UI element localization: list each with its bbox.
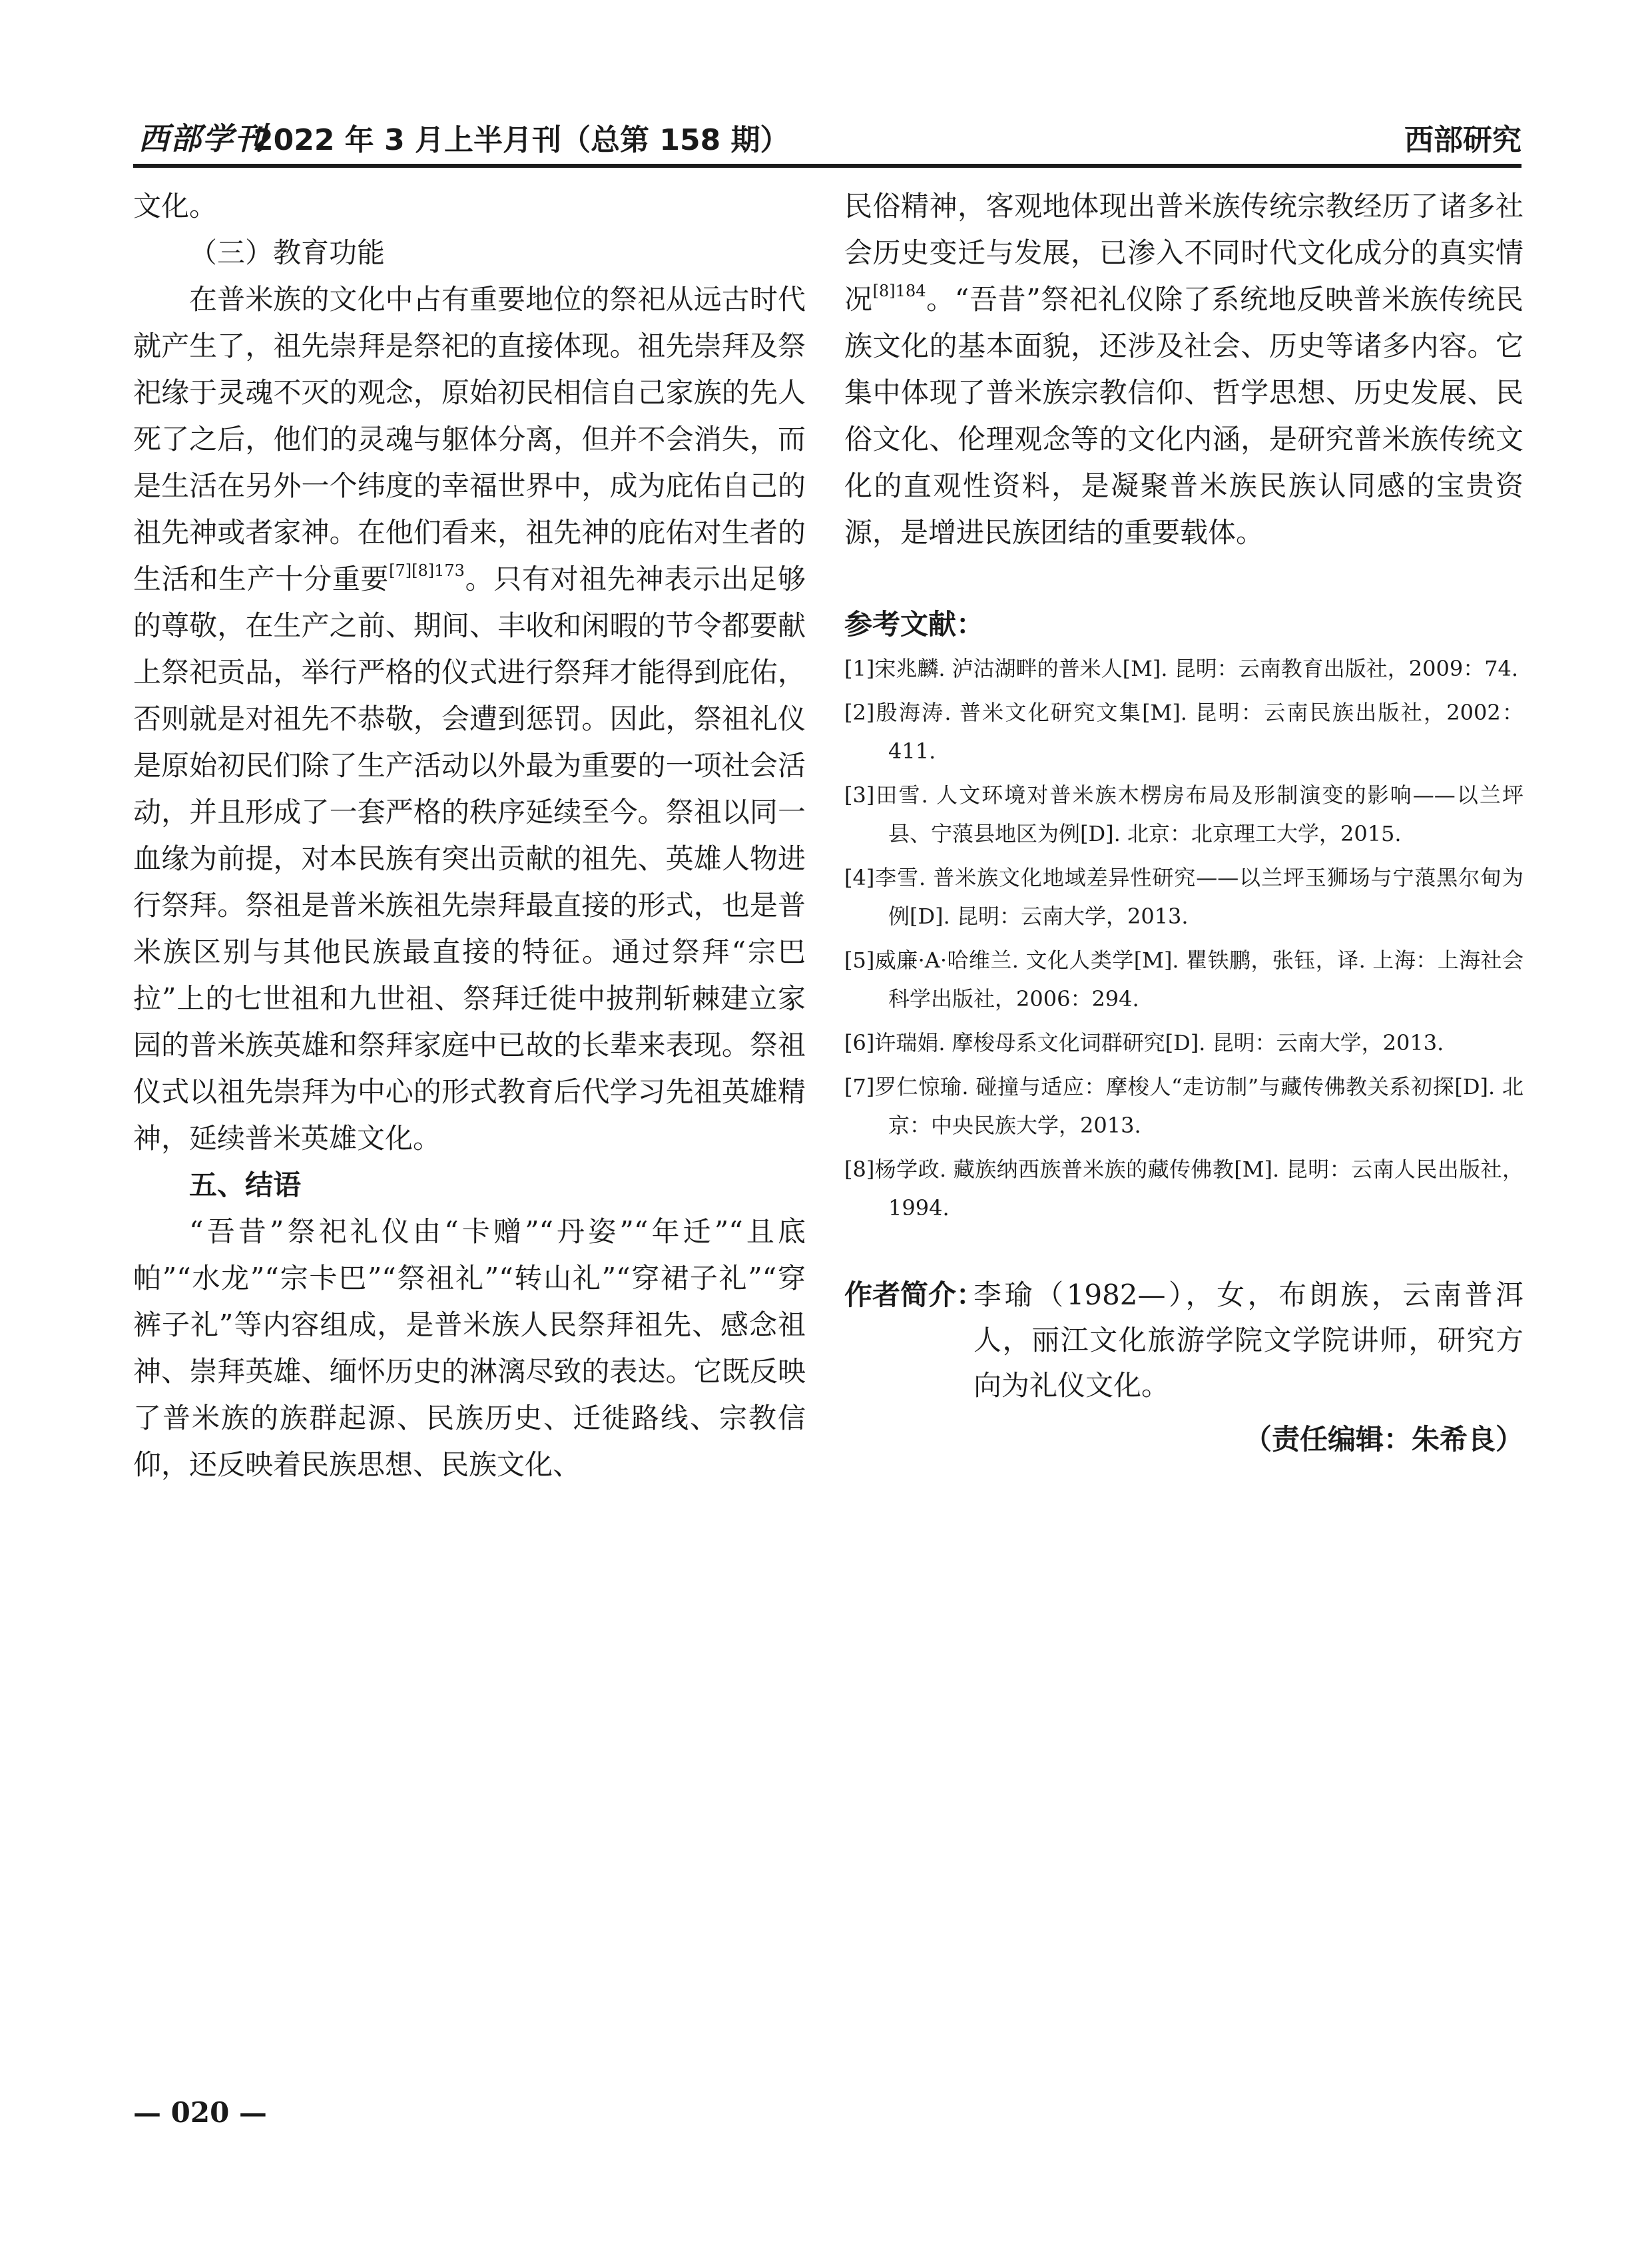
subsection-heading: （三）教育功能 xyxy=(189,236,386,269)
reference-item: [3]田雪. 人文环境对普米族木楞房布局及形制演变的影响——以兰坪县、宁蒗县地区为例[D]. 北京：北京理工大学，2015. xyxy=(844,782,1523,846)
citation: [8]184 xyxy=(872,282,926,300)
author-bio-text: 李瑜（1982—），女，布朗族，云南普洱人，丽江文化旅游学院文学院讲师，研究方向为礼仪文化。 xyxy=(973,1278,1523,1402)
citation: [7][8]173 xyxy=(389,561,465,580)
reference-item: [6]许瑞娟. 摩梭母系文化词群研究[D]. 昆明：云南大学，2013. xyxy=(844,1030,1444,1055)
page-header xyxy=(133,115,1521,157)
paragraph-continuation: 文化。 xyxy=(133,190,218,222)
references-title: 参考文献： xyxy=(844,608,985,641)
paragraph-text: 民俗精神，客观地体现出普米族传统宗教经历了诸多社会历史变迁与发展，已渗入不同时代文化成分的真实情况 xyxy=(844,190,1523,316)
reference-item: [2]殷海涛. 普米文化研究文集[M]. 昆明：云南民族出版社，2002：411. xyxy=(844,700,1523,764)
author-bio xyxy=(844,1272,1523,1408)
paragraph-text: 在普米族的文化中占有重要地位的祭祀从远古时代就产生了，祖先崇拜是祭祀的直接体现。祖先崇拜及祭祀缘于灵魂不灭的观念，原始初民相信自己家族的先人死了之后，他们的灵魂与躯体分离，但并不会消失，而是生活在另外一个纬度的幸福世界中，成为庇佑自己的祖先神或者家神。在他们看来，祖先神的庇佑对生者的生活和生产十分重要 xyxy=(133,283,806,595)
reference-list xyxy=(844,649,1523,1227)
journal-logo: 西部学刊 xyxy=(138,121,266,156)
section-name: 西部研究 xyxy=(1404,123,1521,157)
responsible-editor: （责任编辑：朱希良） xyxy=(1243,1423,1523,1456)
reference-item: [1]宋兆麟. 泸沽湖畔的普米人[M]. 昆明：云南教育出版社，2009：74. xyxy=(844,656,1519,681)
header-rule xyxy=(133,164,1521,168)
left-column xyxy=(133,183,806,1488)
paragraph-education xyxy=(133,276,806,1162)
author-bio-label: 作者简介： xyxy=(844,1278,985,1311)
right-column xyxy=(844,183,1523,1458)
section-heading: 五、结语 xyxy=(189,1169,302,1201)
reference-item: [5]威廉·A·哈维兰. 文化人类学[M]. 瞿铁鹏，张钰，译. 上海：上海社会科学出版社，2006：294. xyxy=(844,948,1523,1011)
issue-info: 2022 年 3 月上半月刊（总第 158 期） xyxy=(253,123,790,157)
paragraph-conclusion: “吾昔”祭祀礼仪由“卡赠”“丹姿”“年迁”“且底帕”“水龙”“宗卡巴”“祭祖礼”“转山礼”“穿裙子礼”“穿裤子礼”等内容组成，是普米族人民祭拜祖先、感念祖神、崇拜英雄、缅怀历史的淋漓尽致的表达。它既反映了普米族的族群起源、民族历史、迁徙路线、宗教信仰，还反映着民族思想、民族文化、 xyxy=(133,1215,806,1481)
paragraph-text: 。只有对祖先神表示出足够的尊敬，在生产之前、期间、丰收和闲暇的节令都要献上祭祀贡品，举行严格的仪式进行祭拜才能得到庇佑，否则就是对祖先不恭敬，会遭到惩罚。因此，祭祖礼仪是原始初民们除了生产活动以外最为重要的一项社会活动，并且形成了一套严格的秩序延续至今。祭祖以同一血缘为前提，对本民族有突出贡献的祖先、英雄人物进行祭拜。祭祖是普米族祖先崇拜最直接的形式，也是普米族区别与其他民族最直接的特征。通过祭拜“宗巴拉”上的七世祖和九世祖、祭拜迁徙中披荆斩棘建立家园的普米族英雄和祭拜家庭中已故的长辈来表现。祭祖仪式以祖先崇拜为中心的形式教育后代学习先祖英雄精神，延续普米英雄文化。 xyxy=(133,563,806,1155)
paragraph-text: 。“吾昔”祭祀礼仪除了系统地反映普米族传统民族文化的基本面貌，还涉及社会、历史等诸多内容。它集中体现了普米族宗教信仰、哲学思想、历史发展、民俗文化、伦理观念等的文化内涵，是研究普米族传统文化的直观性资料，是凝聚普米族民族认同感的宝贵资源，是增进民族团结的重要载体。 xyxy=(844,283,1523,549)
paragraph-conclusion-cont xyxy=(844,183,1523,556)
reference-item: [4]李雪. 普米族文化地域差异性研究——以兰坪玉狮场与宁蒗黑尔甸为例[D]. 昆明：云南大学，2013. xyxy=(844,865,1523,929)
reference-item: [8]杨学政. 藏族纳西族普米族的藏传佛教[M]. 昆明：云南人民出版社，1994. xyxy=(844,1157,1523,1221)
reference-item: [7]罗仁惊瑜. 碰撞与适应：摩梭人“走访制”与藏传佛教关系初探[D]. 北京：中央民族大学，2013. xyxy=(844,1074,1523,1138)
page-number: — 020 — xyxy=(133,2096,267,2129)
